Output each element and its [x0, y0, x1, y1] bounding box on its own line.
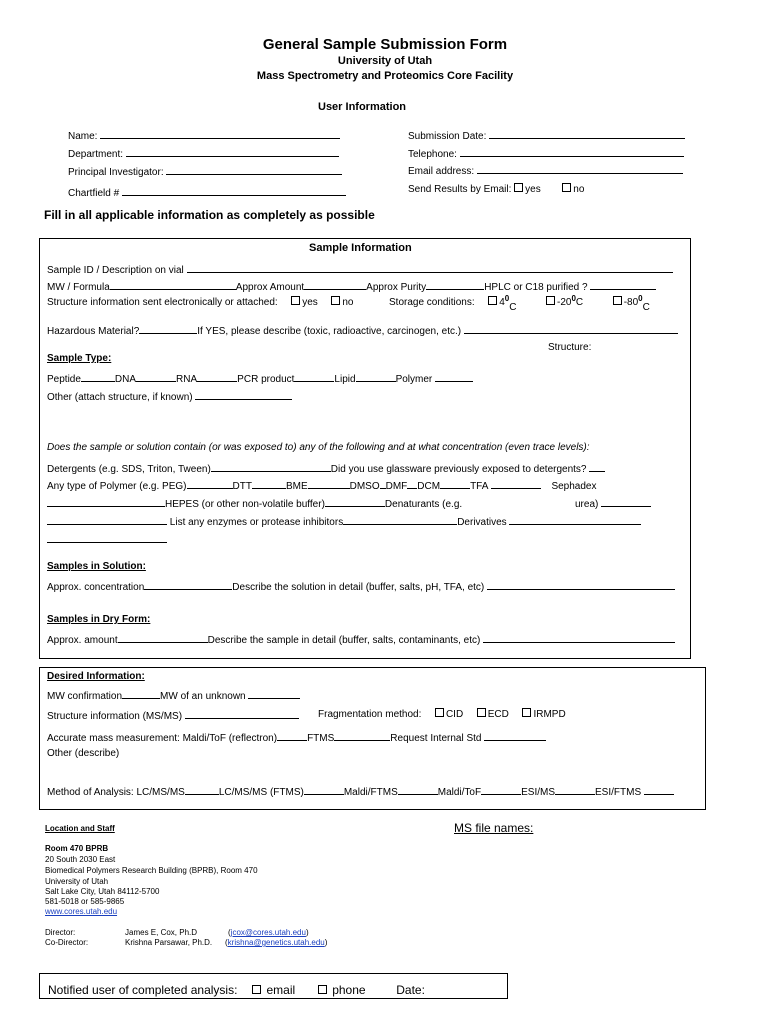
- structure-msms-label: Structure information (MS/MS): [47, 711, 183, 722]
- codirector-email-link[interactable]: krishna@genetics.utah.edu: [227, 938, 325, 947]
- submission-date-field[interactable]: [489, 128, 685, 139]
- other-label: Other (attach structure, if known): [47, 392, 193, 403]
- submission-date-label: Submission Date:: [408, 131, 487, 142]
- mw-unknown-field[interactable]: [248, 688, 300, 699]
- dcm-label: DCM: [417, 481, 441, 492]
- describe-solution-field[interactable]: [487, 579, 675, 590]
- send-results-row: [408, 183, 584, 196]
- sample-id-field[interactable]: [187, 262, 673, 273]
- dcm-field[interactable]: [440, 478, 470, 489]
- mw-confirmation-label: MW confirmation: [47, 691, 123, 702]
- structure-sent-row: [47, 296, 353, 309]
- hepes-field[interactable]: [47, 496, 165, 507]
- notify-label: Notified user of completed analysis:: [48, 983, 238, 997]
- structure-yes-label: yes: [302, 297, 318, 308]
- detergents-field[interactable]: [211, 461, 331, 472]
- method-label: Method of Analysis: LC/MS/MS: [47, 787, 185, 798]
- chartfield-field[interactable]: [122, 185, 346, 196]
- address-line-4: Salt Lake City, Utah 84112-5700: [45, 887, 160, 896]
- structure-msms-field[interactable]: [185, 708, 299, 719]
- hplc-field[interactable]: [590, 279, 656, 290]
- lcmsms-ftms-label: LC/MS/MS (FTMS): [218, 787, 304, 798]
- pcr-label: PCR product: [237, 374, 295, 385]
- structure-no-label: no: [342, 297, 354, 308]
- structure-sent-label: Structure information sent electronically or attached:: [47, 297, 278, 308]
- director-name: James E, Cox, Ph.D: [125, 928, 198, 937]
- email-label: Email address:: [408, 166, 475, 177]
- structure-no-checkbox[interactable]: [331, 296, 340, 305]
- maldi-tof-label: Maldi/ToF: [437, 787, 482, 798]
- name-label: Name:: [68, 131, 98, 142]
- storage-20-label: -20: [557, 297, 572, 308]
- frag-row: [318, 708, 566, 721]
- polymer-peg-label: Any type of Polymer (e.g. PEG): [47, 481, 187, 492]
- celsius-label: C: [575, 297, 584, 308]
- structure-msms-row: [47, 708, 299, 723]
- degree-sup: 0: [571, 294, 576, 303]
- esi-ms-label: ESI/MS: [521, 787, 556, 798]
- accurate-mass-label: Accurate mass measurement: Maldi/ToF (reflectron): [47, 733, 278, 744]
- lipid-field[interactable]: [356, 371, 396, 382]
- fragmentation-label: Fragmentation method:: [318, 709, 422, 720]
- ftms-field[interactable]: [334, 730, 390, 741]
- samples-dry-heading: Samples in Dry Form:: [47, 614, 151, 625]
- approx-amount-dry-label: Approx. amount: [47, 635, 118, 646]
- hplc-label: HPLC or C18 purified ?: [484, 282, 588, 293]
- storage-80-checkbox[interactable]: [613, 296, 622, 305]
- send-results-label: Send Results by Email:: [408, 184, 512, 195]
- sephadex-label: Sephadex: [551, 481, 597, 492]
- enzymes-field[interactable]: [343, 514, 457, 525]
- peptide-label: Peptide: [47, 374, 81, 385]
- derivatives-label: Derivatives: [457, 517, 507, 528]
- sample-type-row: [47, 371, 473, 386]
- samples-solution-heading: Samples in Solution:: [47, 561, 146, 572]
- if-yes-label: If YES, please describe (toxic, radioactive, carcinogen, etc.): [197, 326, 462, 337]
- describe-sample-label: Describe the sample in detail (buffer, salts, contaminants, etc): [207, 635, 481, 646]
- method-row: [47, 784, 674, 799]
- department-label: Department:: [68, 149, 124, 160]
- approx-amount-dry-field[interactable]: [118, 632, 208, 643]
- desired-info-heading: Desired Information:: [47, 671, 145, 682]
- exposure-question: Does the sample or solution contain (or was exposed to) any of the following and at what concentration (even trace levels):: [47, 442, 590, 453]
- polymer-peg-field[interactable]: [187, 478, 233, 489]
- accurate-row: [47, 730, 546, 745]
- approx-conc-label: Approx. concentration: [47, 582, 145, 593]
- department-row: [68, 146, 339, 161]
- send-results-yes-checkbox[interactable]: [514, 183, 523, 192]
- bme-label: BME: [285, 481, 308, 492]
- hazardous-label: Hazardous Material?: [47, 326, 140, 337]
- maldi-ftms-field[interactable]: [398, 784, 438, 795]
- celsius-label: C: [509, 302, 517, 313]
- irmpd-checkbox[interactable]: [522, 708, 531, 717]
- send-results-no-label: no: [573, 184, 585, 195]
- notify-email-checkbox[interactable]: [252, 985, 261, 994]
- urea-row: [575, 496, 651, 511]
- polymer-field[interactable]: [435, 371, 473, 382]
- address-line-1: 20 South 2030 East: [45, 855, 116, 864]
- hazardous-row: [47, 323, 678, 338]
- storage-80-label: -80: [623, 297, 639, 308]
- website-link[interactable]: www.cores.utah.edu: [45, 907, 118, 916]
- director-email-wrap: (jcox@cores.utah.edu): [228, 928, 309, 937]
- approx-purity-label: Approx Purity: [366, 282, 427, 293]
- dmf-field[interactable]: [407, 478, 417, 489]
- extra-row: [47, 532, 167, 547]
- dmso-label: DMSO: [349, 481, 380, 492]
- hepes-label: HEPES (or other non-volatile buffer): [165, 499, 325, 510]
- urea-field[interactable]: [601, 496, 651, 507]
- mw-formula-field[interactable]: [110, 279, 236, 290]
- pi-row: [68, 164, 342, 179]
- send-results-yes-label: yes: [525, 184, 541, 195]
- sample-info-heading: Sample Information: [309, 242, 412, 254]
- mw-confirmation-field[interactable]: [122, 688, 160, 699]
- dna-label: DNA: [114, 374, 137, 385]
- storage-20-checkbox[interactable]: [546, 296, 555, 305]
- extra-field[interactable]: [47, 532, 167, 543]
- ms-file-names-label: MS file names:: [454, 821, 534, 835]
- urea-label: urea): [575, 499, 599, 510]
- telephone-row: [408, 146, 684, 161]
- other-describe-label: Other (describe): [47, 748, 120, 759]
- glassware-question: Did you use glassware previously exposed to detergents?: [330, 464, 587, 475]
- detergents-row: [47, 461, 605, 476]
- structure-yes-checkbox[interactable]: [291, 296, 300, 305]
- mw-formula-label: MW / Formula: [47, 282, 110, 293]
- hepes-amount-field[interactable]: [325, 496, 385, 507]
- irmpd-label: IRMPD: [533, 709, 566, 720]
- telephone-field[interactable]: [460, 146, 684, 157]
- chartfield-label: Chartfield #: [68, 188, 120, 199]
- facility-name: Mass Spectrometry and Proteomics Core Facility: [256, 70, 514, 82]
- mw-unknown-label: MW of an unknown: [160, 691, 246, 702]
- solution-row: [47, 579, 675, 594]
- lcmsms-ftms-field[interactable]: [304, 784, 344, 795]
- esi-ms-field[interactable]: [555, 784, 595, 795]
- telephone-label: Telephone:: [408, 149, 457, 160]
- request-std-label: Request Internal Std: [390, 733, 482, 744]
- ecd-checkbox[interactable]: [477, 708, 486, 717]
- request-std-field[interactable]: [484, 730, 546, 741]
- dna-field[interactable]: [136, 371, 176, 382]
- pcr-field[interactable]: [294, 371, 334, 382]
- address-line-3: University of Utah: [45, 877, 109, 886]
- mw-confirm-row: [47, 688, 300, 703]
- lcmsms-field[interactable]: [185, 784, 219, 795]
- storage-label: Storage conditions:: [389, 297, 475, 308]
- cid-checkbox[interactable]: [435, 708, 444, 717]
- maldi-ftms-label: Maldi/FTMS: [343, 787, 398, 798]
- email-field[interactable]: [477, 163, 683, 174]
- dry-row: [47, 632, 675, 647]
- dmf-label: DMF: [385, 481, 408, 492]
- name-field[interactable]: [100, 128, 340, 139]
- lipid-label: Lipid: [334, 374, 356, 385]
- notify-date-label: Date:: [396, 983, 425, 997]
- other-field[interactable]: [195, 389, 292, 400]
- hazardous-field[interactable]: [139, 323, 197, 334]
- describe-solution-label: Describe the solution in detail (buffer, salts, pH, TFA, etc): [232, 582, 485, 593]
- department-field[interactable]: [126, 146, 339, 157]
- cid-label: CID: [445, 709, 464, 720]
- approx-amount-field[interactable]: [304, 279, 366, 290]
- ftms-label: FTMS: [307, 733, 335, 744]
- glassware-field[interactable]: [589, 461, 605, 472]
- hepes-row: [47, 496, 462, 511]
- polymer-peg-row: [47, 478, 596, 493]
- derivatives-field[interactable]: [509, 514, 641, 525]
- storage-4-label: 4: [499, 297, 505, 308]
- user-info-heading: User Information: [318, 101, 407, 113]
- degree-sup: 0: [504, 294, 510, 303]
- dtt-field[interactable]: [252, 478, 286, 489]
- notify-row: [48, 983, 425, 997]
- denaturants-label: Denaturants (e.g.: [384, 499, 463, 510]
- hazard-description-field[interactable]: [464, 323, 678, 334]
- enzymes-label: List any enzymes or protease inhibitors: [169, 517, 344, 528]
- pi-field[interactable]: [166, 164, 342, 175]
- degree-sup: 0: [638, 294, 643, 303]
- dtt-label: DTT: [232, 481, 252, 492]
- fill-note: Fill in all applicable information as completely as possible: [44, 208, 375, 222]
- esi-ftms-field[interactable]: [644, 784, 674, 795]
- approx-conc-field[interactable]: [144, 579, 232, 590]
- describe-sample-field[interactable]: [483, 632, 675, 643]
- address-line-2: Biomedical Polymers Research Building (BPRB), Room 470: [45, 866, 258, 875]
- other-row: [47, 389, 292, 404]
- phone-numbers: 581-5018 or 585-9865: [45, 897, 125, 906]
- mw-row: [47, 279, 656, 294]
- notify-email-label: email: [266, 983, 296, 997]
- approx-purity-field[interactable]: [426, 279, 484, 290]
- send-results-no-checkbox[interactable]: [562, 183, 571, 192]
- enzymes-prefix-field[interactable]: [47, 514, 167, 525]
- tfa-label: TFA: [470, 481, 488, 492]
- celsius-label: C: [642, 302, 650, 313]
- storage-4-checkbox[interactable]: [488, 296, 497, 305]
- sample-id-row: [47, 262, 673, 277]
- rna-label: RNA: [176, 374, 198, 385]
- structure-label: Structure:: [548, 342, 592, 353]
- sample-id-label: Sample ID / Description on vial: [47, 265, 184, 276]
- sample-type-heading: Sample Type:: [47, 353, 112, 364]
- university-name: University of Utah: [337, 55, 433, 67]
- storage-row: [389, 294, 650, 313]
- polymer-label: Polymer: [395, 374, 433, 385]
- name-row: [68, 128, 340, 143]
- codirector-email-wrap: (krishna@genetics.utah.edu): [225, 938, 328, 947]
- email-row: [408, 163, 683, 178]
- maldi-reflectron-field[interactable]: [277, 730, 307, 741]
- maldi-tof-field[interactable]: [481, 784, 521, 795]
- director-email-link[interactable]: jcox@cores.utah.edu: [230, 928, 306, 937]
- director-label: Director:: [45, 928, 76, 937]
- pi-label: Principal Investigator:: [68, 167, 164, 178]
- location-heading: Location and Staff: [45, 824, 115, 833]
- room-label: Room 470 BPRB: [45, 844, 109, 853]
- peptide-field[interactable]: [81, 371, 115, 382]
- notify-phone-label: phone: [332, 983, 366, 997]
- notify-phone-checkbox[interactable]: [318, 985, 327, 994]
- chartfield-row: [68, 185, 346, 200]
- esi-ftms-label: ESI/FTMS: [595, 787, 642, 798]
- detergents-label: Detergents (e.g. SDS, Triton, Tween): [47, 464, 211, 475]
- tfa-field[interactable]: [491, 478, 541, 489]
- codirector-label: Co-Director:: [45, 938, 89, 947]
- rna-field[interactable]: [197, 371, 237, 382]
- submission-date-row: [408, 128, 685, 143]
- ecd-label: ECD: [487, 709, 509, 720]
- form-title: General Sample Submission Form: [262, 36, 508, 53]
- approx-amount-label: Approx Amount: [235, 282, 305, 293]
- codirector-name: Krishna Parsawar, Ph.D.: [125, 938, 213, 947]
- bme-field[interactable]: [308, 478, 350, 489]
- enzymes-row: [47, 514, 641, 529]
